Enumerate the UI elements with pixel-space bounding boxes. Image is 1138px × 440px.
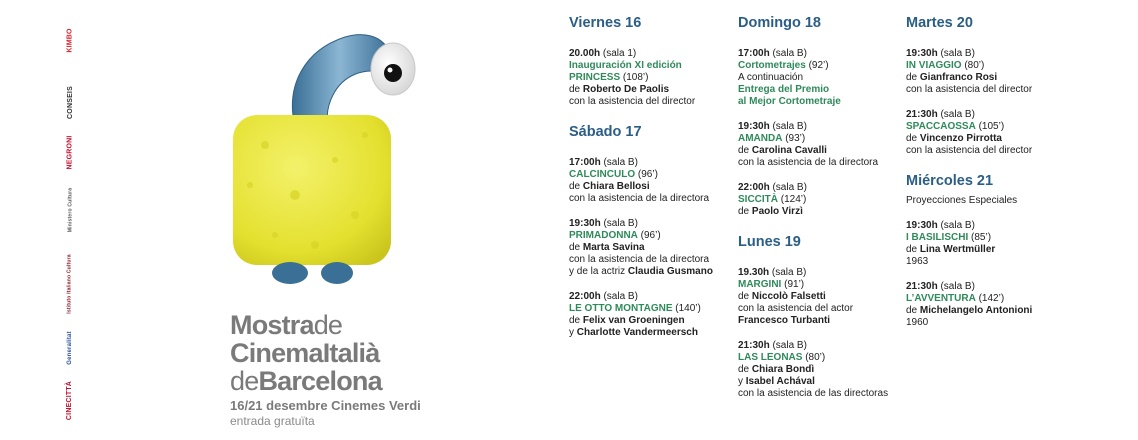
screening: 19:30h (sala B) PRIMADONNA (96’) de Marta Savina con la asistencia de la directora y de la actriz Claudia Gusmano (569, 218, 713, 277)
screening: 19:30h (sala B) AMANDA (93’) de Carolina Cavalli con la asistencia de la directora (738, 121, 879, 168)
film-title: CALCINCULO (569, 169, 636, 180)
sponsor-logo-istituto: Istituto Italiano Cultura (67, 254, 74, 314)
sponsor-logo-cinecitta: CINECITTÀ (66, 380, 74, 420)
day-heading: Lunes 19 (738, 234, 801, 250)
film-title: MARGINI (738, 279, 782, 290)
festival-dates: 16/21 desembre Cinemes Verdi (230, 398, 421, 413)
free-entry-note: entrada gratuïta (230, 414, 315, 428)
title-de: de (313, 310, 343, 340)
right-foot (321, 262, 353, 284)
film-title: PRINCESS (569, 72, 621, 83)
day-heading: Viernes 16 (569, 15, 642, 31)
film-title: LAS LEONAS (738, 352, 803, 363)
schedule-column-3 (906, 17, 1081, 329)
screening: 19:30h (sala B) IN VIAGGIO (80’) de Gianfranco Rosi con la asistencia del director (906, 48, 1033, 95)
film-title: Cortometrajes (738, 60, 806, 71)
day-heading: Miércoles 21 (906, 173, 994, 189)
film-title: AMANDA (738, 133, 783, 144)
title-mostra: Mostra (230, 310, 314, 340)
title-de-2: de (230, 366, 259, 396)
left-foot (272, 262, 308, 284)
eye-pupil (384, 64, 402, 82)
day-heading: Sábado 17 (569, 124, 642, 140)
screening: 22:00h (sala B) LE OTTO MONTAGNE (140’) de Felix van Groeningen y Charlotte Vandermeersch (569, 291, 701, 338)
sponsor-logo-kimbo: KIMBO (66, 27, 74, 53)
mascot-illustration (215, 15, 435, 290)
film-title: SPACCAOSSA (906, 121, 976, 132)
festival-title (230, 312, 421, 427)
screening: 21:30h (sala B) L’AVVENTURA (142’) de Michelangelo Antonioni 1960 (906, 281, 1033, 328)
sponsor-strip (52, 18, 88, 428)
film-title: L’AVVENTURA (906, 293, 976, 304)
screening: 17:00h (sala B) CALCINCULO (96’) de Chiara Bellosi con la asistencia de la directora (569, 157, 710, 204)
film-title: LE OTTO MONTAGNE (569, 303, 673, 314)
film-title: I BASILISCHI (906, 232, 969, 243)
schedule-column-1 (569, 17, 744, 339)
screening: 20.00h (sala 1) Inauguración XI edición PRINCESS (108’) de Roberto De Paolis con la asistencia del director (569, 48, 696, 107)
screening: 21:30h (sala B) SPACCAOSSA (105’) de Vincenzo Pirrotta con la asistencia del director (906, 109, 1033, 156)
sponsor-logo-conseis: CONSEIS (66, 85, 74, 119)
section-subtitle: Proyecciones Especiales (906, 195, 1018, 206)
day-heading: Domingo 18 (738, 15, 821, 31)
film-title: PRIMADONNA (569, 230, 638, 241)
sponsor-logo-generalitat: Generalitat (66, 331, 73, 365)
screening: 21:30h (sala B) LAS LEONAS (80’) de Chiara Bondì y Isabel Achával con la asistencia de las directoras (738, 340, 889, 399)
title-barcelona: Barcelona (258, 366, 382, 396)
sponsor-logo-negroni: NEGRONI (66, 134, 74, 170)
screening: 19:30h (sala B) I BASILISCHI (85’) de Lina Wertmüller 1963 (906, 220, 996, 267)
film-title: IN VIAGGIO (906, 60, 962, 71)
screening: 17:00h (sala B) Cortometrajes (92’) A continuación Entrega del Premio al Mejor Cortometraje (738, 48, 841, 107)
film-title: SICCITÀ (738, 194, 778, 205)
schedule-column-2 (738, 17, 913, 400)
screening: 19.30h (sala B) MARGINI (91’) de Niccolò Falsetti con la asistencia del actor Francesco Turbanti (738, 267, 854, 326)
sponsor-logo-ministero: Ministero Cultura (67, 187, 74, 233)
screening: 22:00h (sala B) SICCITÀ (124’) de Paolo Virzì (738, 182, 807, 217)
title-cinema-italia: CinemaItalià (230, 338, 380, 368)
day-heading: Martes 20 (906, 15, 973, 31)
